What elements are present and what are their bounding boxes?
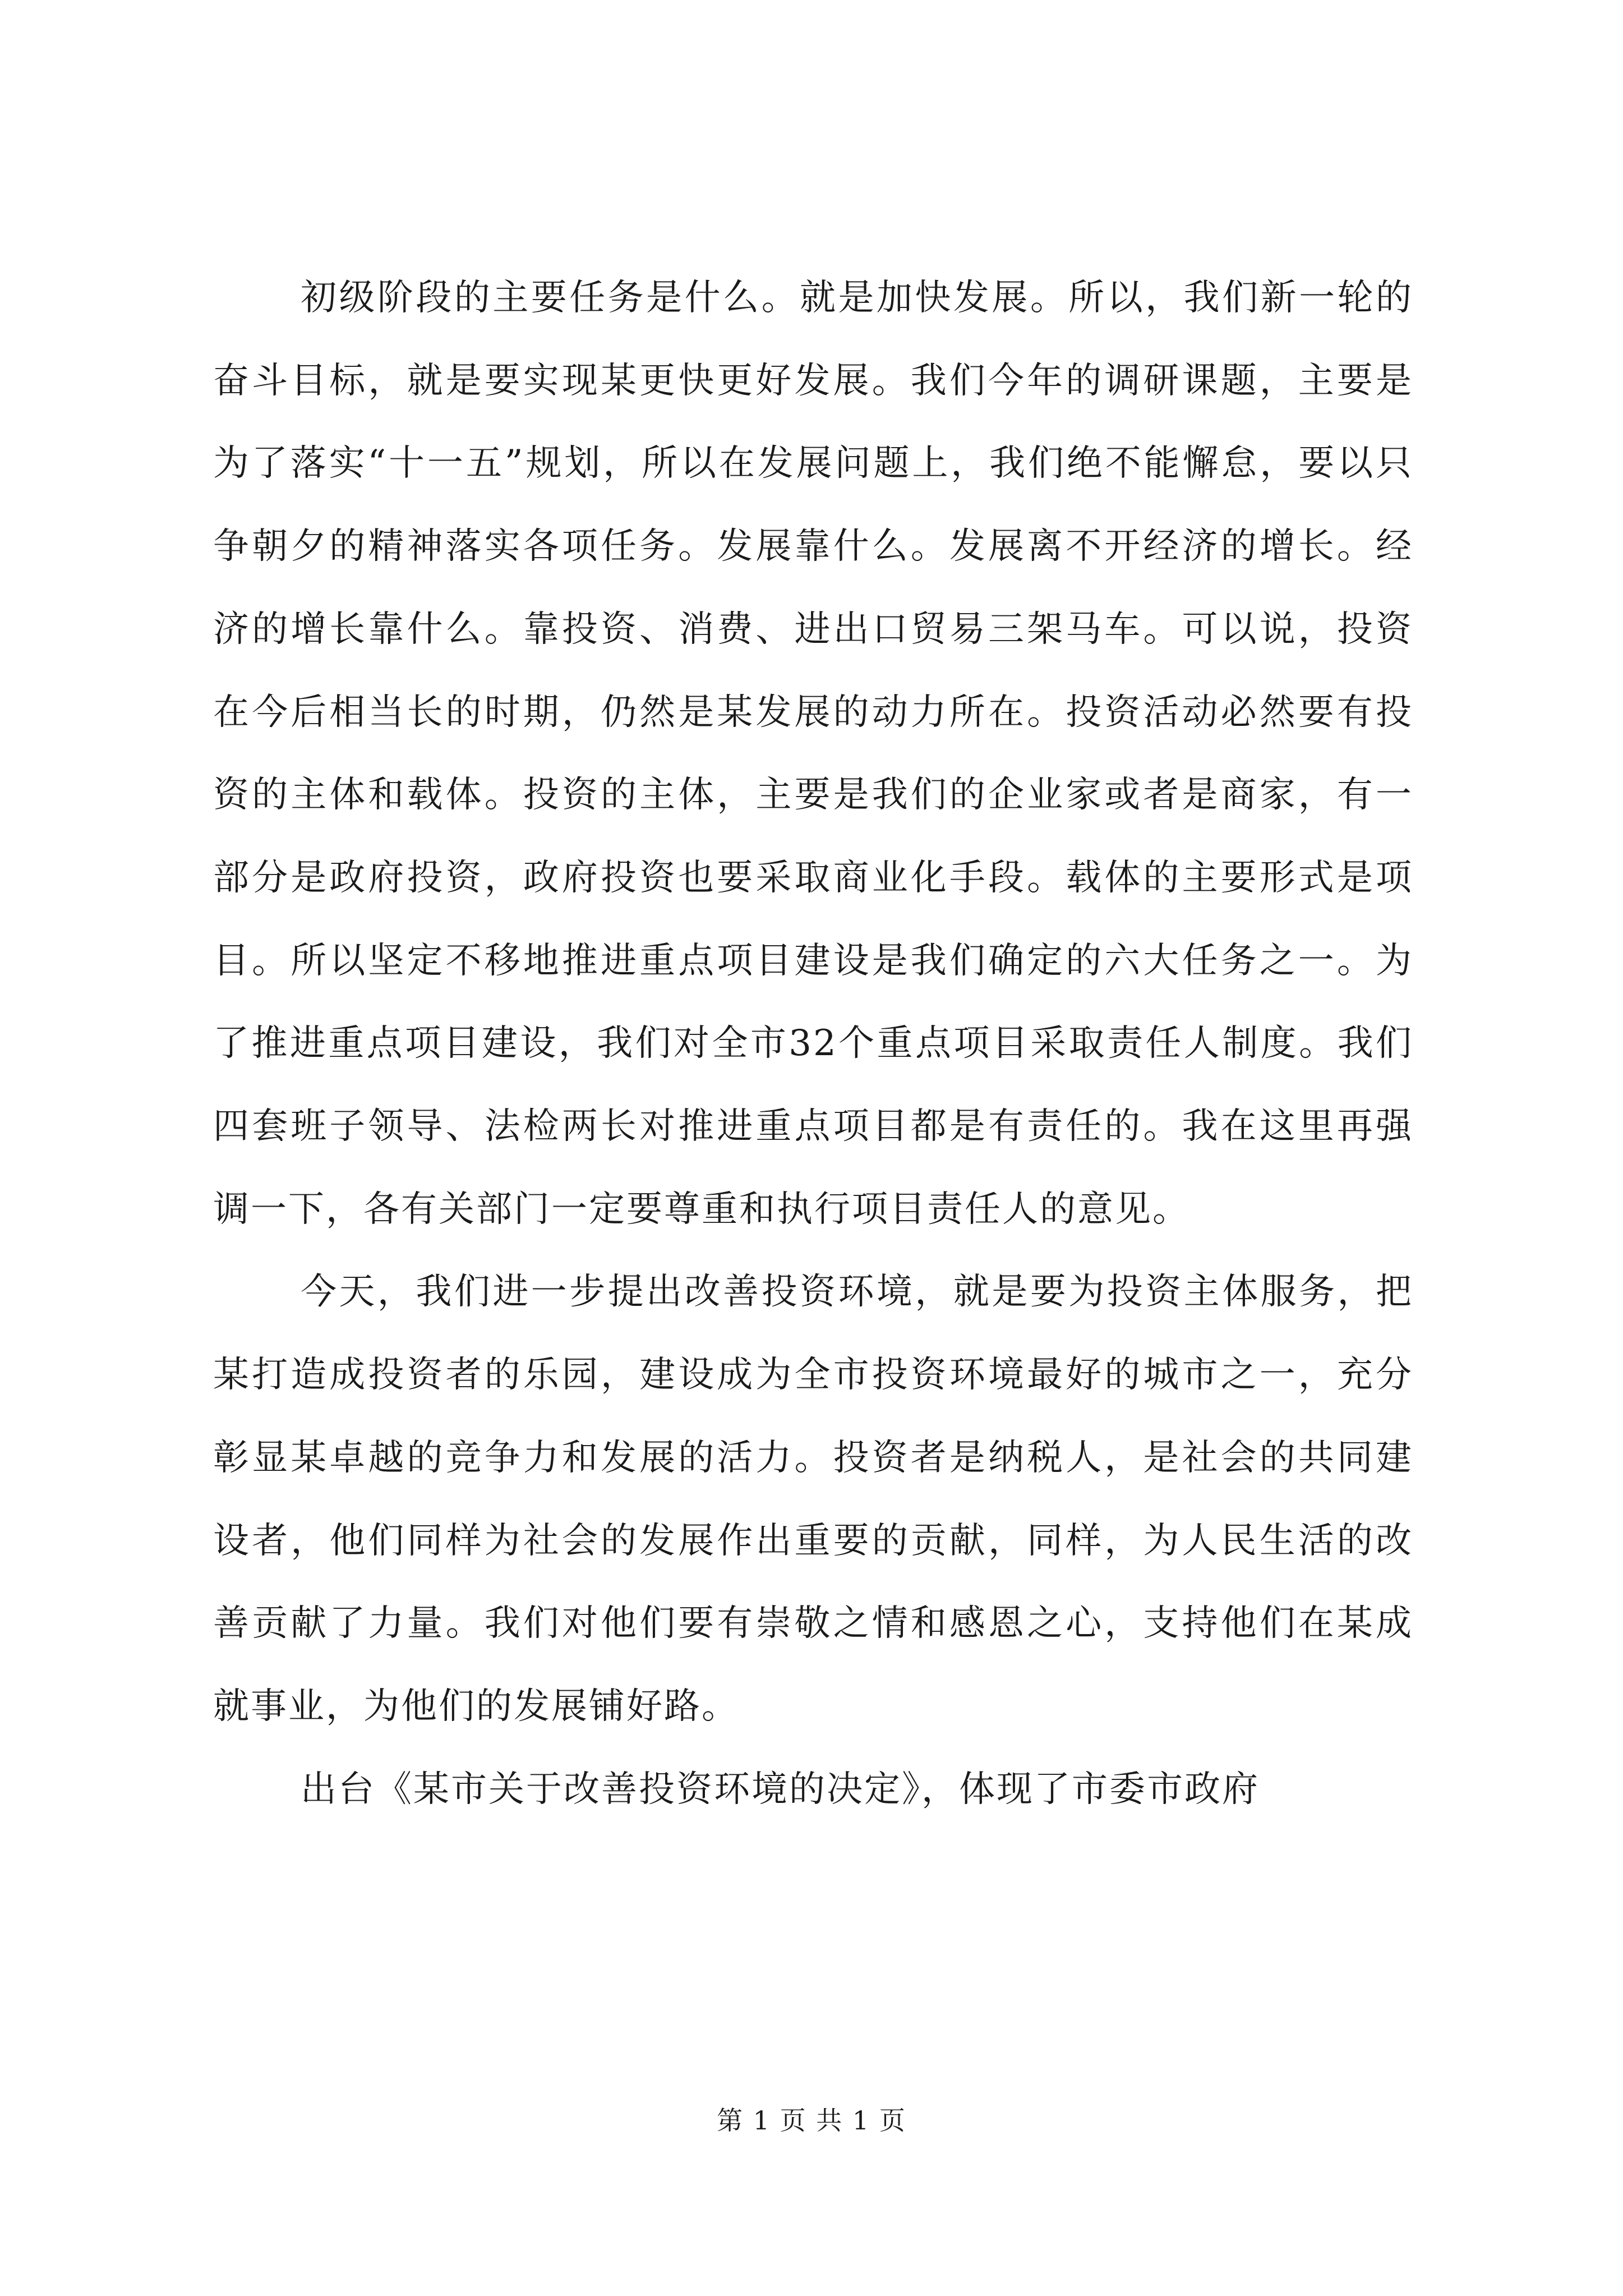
page-footer: 第 1 页 共 1 页 [717, 2105, 906, 2136]
paragraph-2: 今天，我们进一步提出改善投资环境，就是要为投资主体服务，把某打造成投资者的乐园，建设成为全市投资环境最好的城市之一，充分彰显某卓越的竞争力和发展的活力。投资者是纳税人，是社会的共同建设者，他们同样为社会的发展作出重要的贡献，同样，为人民生活的改善贡献了力量。我们对他们要有崇敬之情和感恩之心，支持他们在某成就事业，为他们的发展铺好路。 [213, 1271, 1413, 1727]
paragraph-3: 出台《某市关于改善投资环境的决定》，体现了市委市政府 [301, 1768, 1260, 1810]
document-body [213, 257, 1413, 1831]
paragraph-1: 初级阶段的主要任务是什么。就是加快发展。所以，我们新一轮的奋斗目标，就是要实现某更快更好发展。我们今年的调研课题，主要是为了落实“十一五”规划，所以在发展问题上，我们绝不能懈怠，要以只争朝夕的精神落实各项任务。发展靠什么。发展离不开经济的增长。经济的增长靠什么。靠投资、消费、进出口贸易三架马车。可以说，投资在今后相当长的时期，仍然是某发展的动力所在。投资活动必然要有投资的主体和载体。投资的主体，主要是我们的企业家或者是商家，有一部分是政府投资，政府投资也要采取商业化手段。载体的主要形式是项目。所以坚定不移地推进重点项目建设是我们确定的六大任务之一。为了推进重点项目建设，我们对全市32个重点项目采取责任人制度。我们四套班子领导、法检两长对推进重点项目都是有责任的。我在这里再强调一下，各有关部门一定要尊重和执行项目责任人的意见。 [213, 277, 1413, 1230]
